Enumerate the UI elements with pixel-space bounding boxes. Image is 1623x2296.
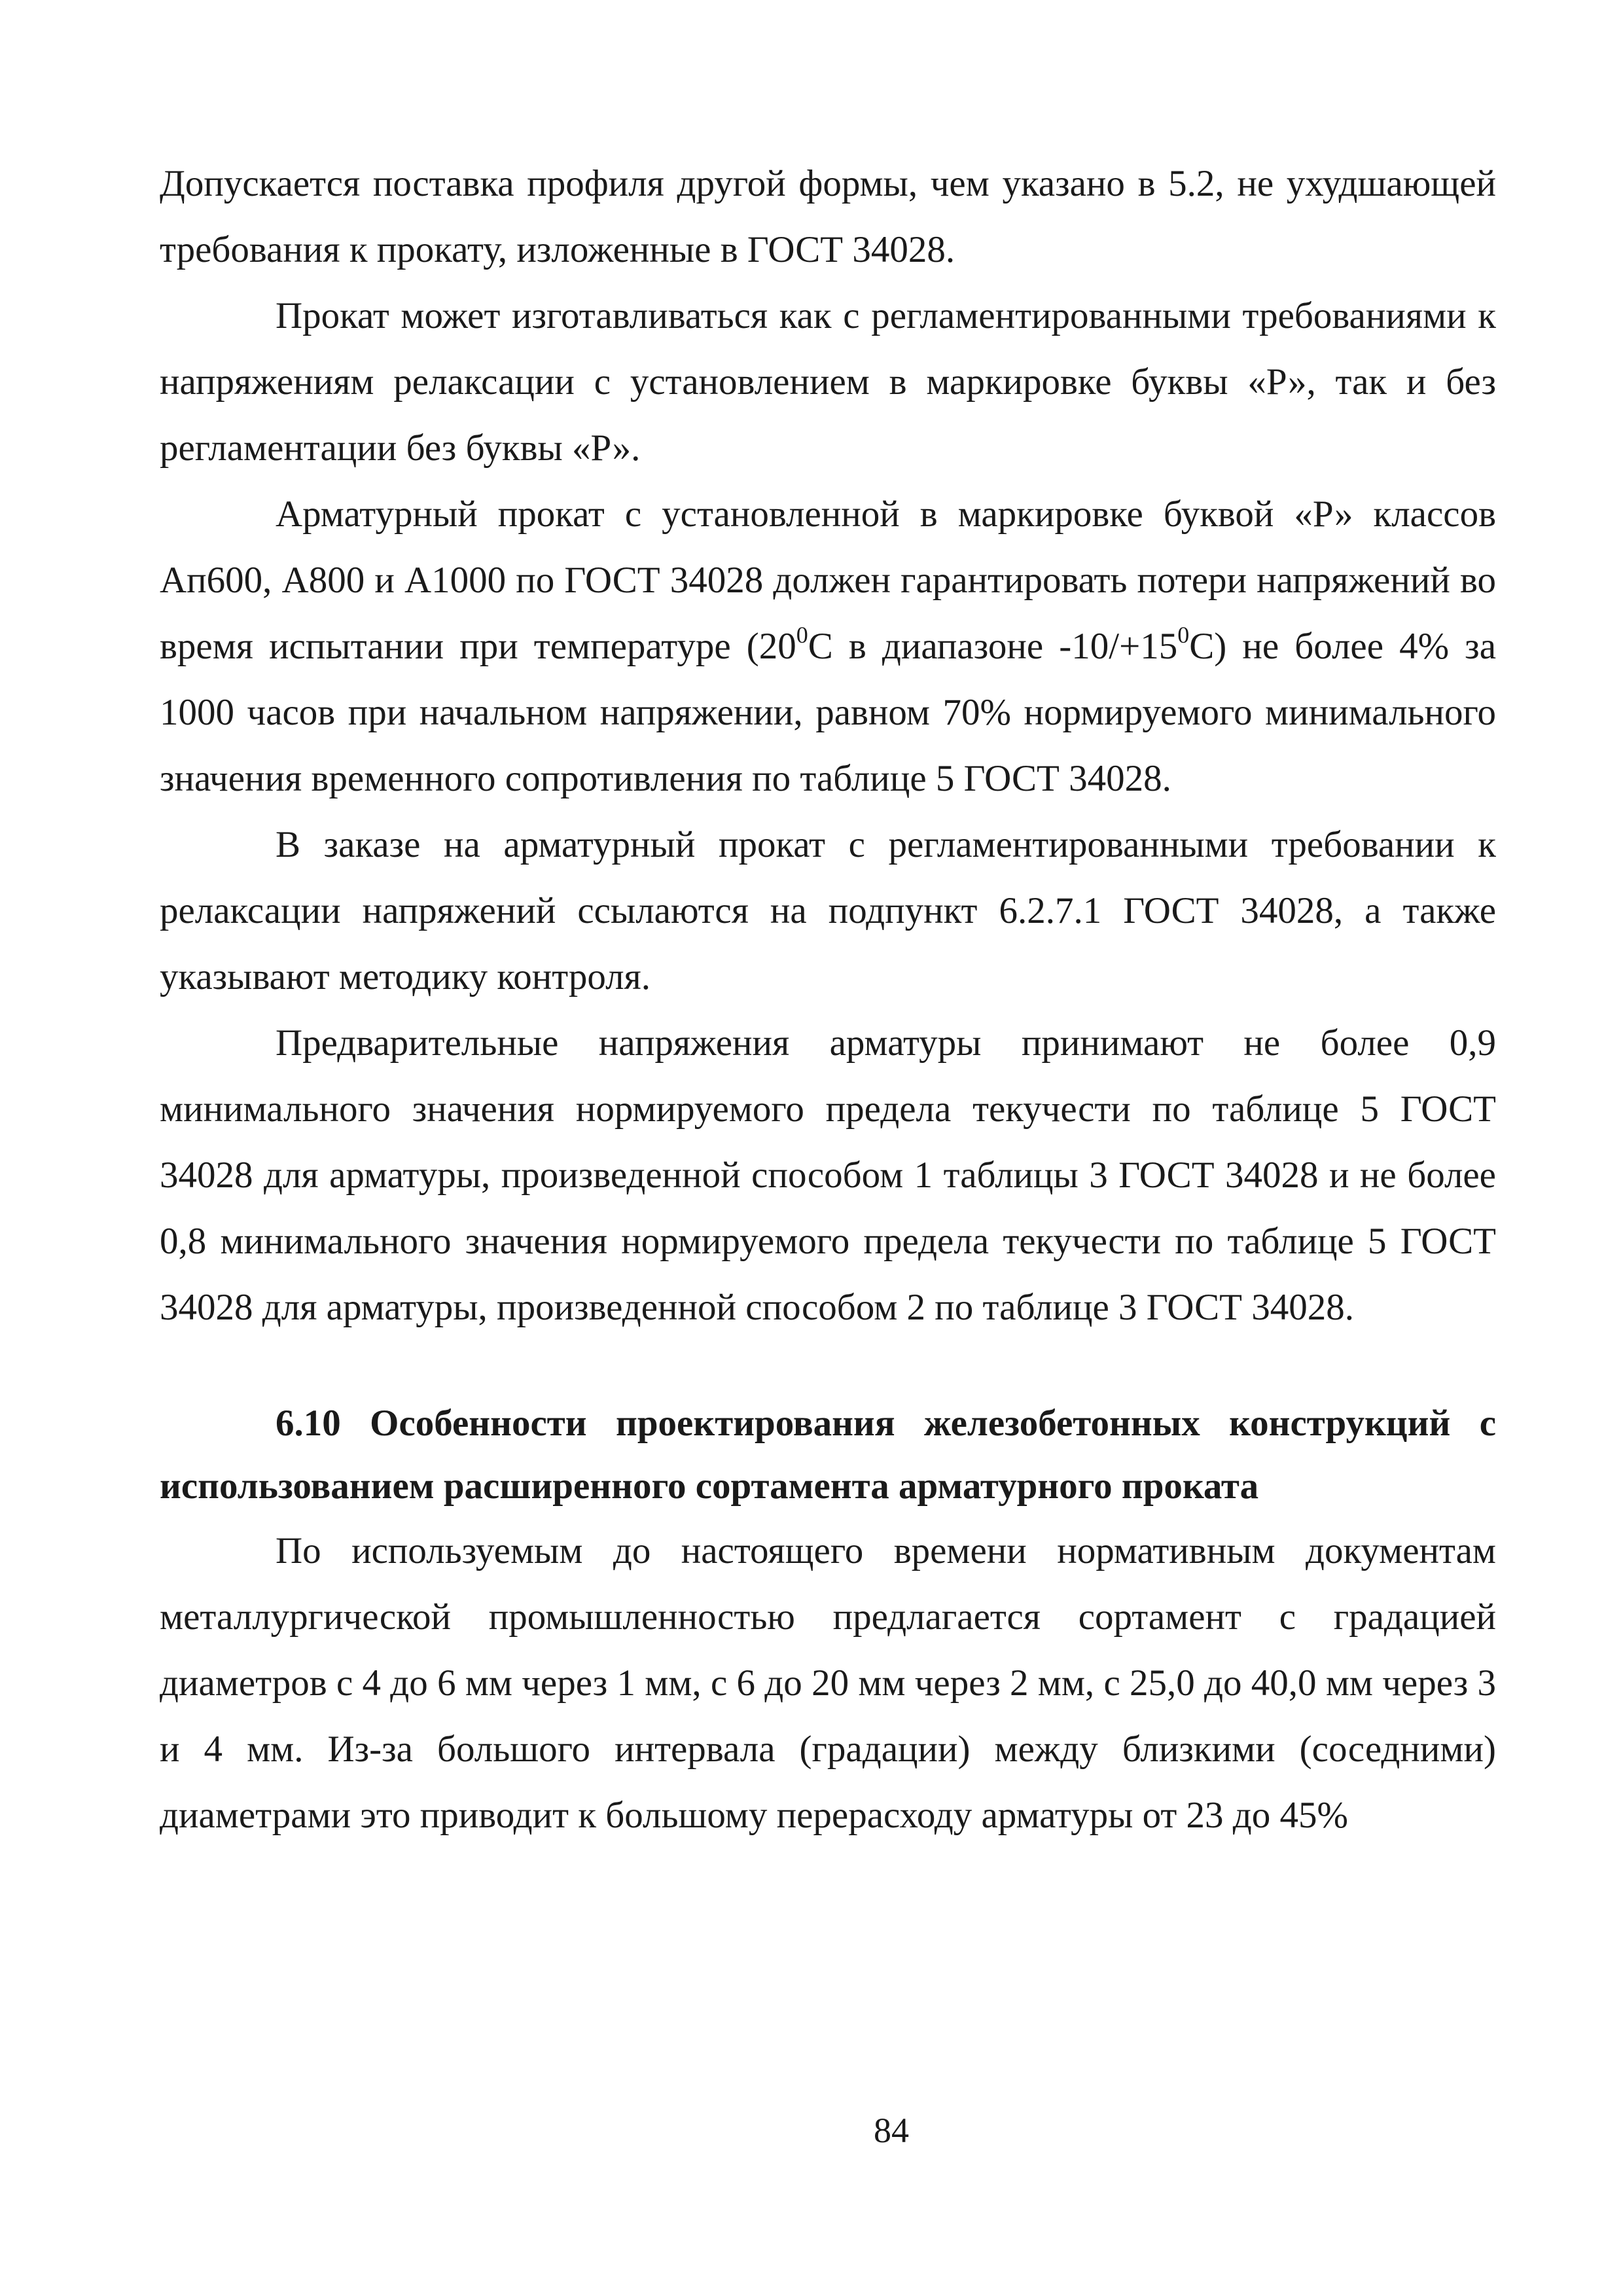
paragraph-prestress-limits: Предварительные напряжения арматуры принимают не более 0,9 минимального значения нормируемого предела текучести по таблице 5 ГОСТ 34028 для арматуры, произведенной способом 1 таблицы 3 ГОСТ 34028 и не более 0,8 минимального значения нормируемого предела текучести по таблице 5 ГОСТ 34028 для арматуры, произведенной способом 2 по таблице 3 ГОСТ 34028. (160, 1022, 1496, 1328)
degree-superscript-2: 0 (1177, 622, 1190, 648)
paragraph-profile-shape: Допускается поставка профиля другой формы, чем указано в 5.2, не ухудшающей требования к прокату, изложенные в ГОСТ 34028. (160, 163, 1496, 270)
paragraph-stress-loss-text-2: С в диапазоне -10/+15 (808, 626, 1178, 667)
paragraph-order-reference: В заказе на арматурный прокат с регламентированными требовании к релаксации напряжений ссылаются на подпункт 6.2.7.1 ГОСТ 34028, а также указывают методику контроля. (160, 824, 1496, 997)
degree-superscript-1: 0 (796, 622, 808, 648)
paragraph-stress-loss-text-1: Арматурный прокат с установленной в маркировке буквой «Р» классов Ап600, А800 и А1000 по ГОСТ 34028 должен гарантировать потери напряжений во время испытании при температуре (20 (160, 493, 1496, 667)
section-heading-6-10: 6.10 Особенности проектирования железобетонных конструкций с использованием расширенного сортамента арматурного проката (160, 1403, 1496, 1507)
page-number: 84 (874, 2111, 909, 2150)
paragraph-stress-loss (160, 481, 1496, 812)
paragraph-stress-loss-text-3: С) не более 4% за 1000 часов при начальном напряжении, равном 70% нормируемого минимального значения временного сопротивления по таблице 5 ГОСТ 34028. (160, 626, 1496, 799)
paragraph-relaxation-marking: Прокат может изготавливаться как с регламентированными требованиями к напряжениям релаксации с установлением в маркировке буквы «Р», так и без регламентации без буквы «Р». (160, 295, 1496, 469)
document-page (160, 151, 1496, 1848)
paragraph-assortment: По используемым до настоящего времени нормативным документам металлургической промышленностью предлагается сортамент с градацией диаметров с 4 до 6 мм через 1 мм, с 6 до 20 мм через 2 мм, с 25,0 до 40,0 мм через 3 и 4 мм. Из-за большого интервала (градации) между близкими (соседними) диаметрами это приводит к большому перерасходу арматуры от 23 до 45% (160, 1530, 1496, 1836)
